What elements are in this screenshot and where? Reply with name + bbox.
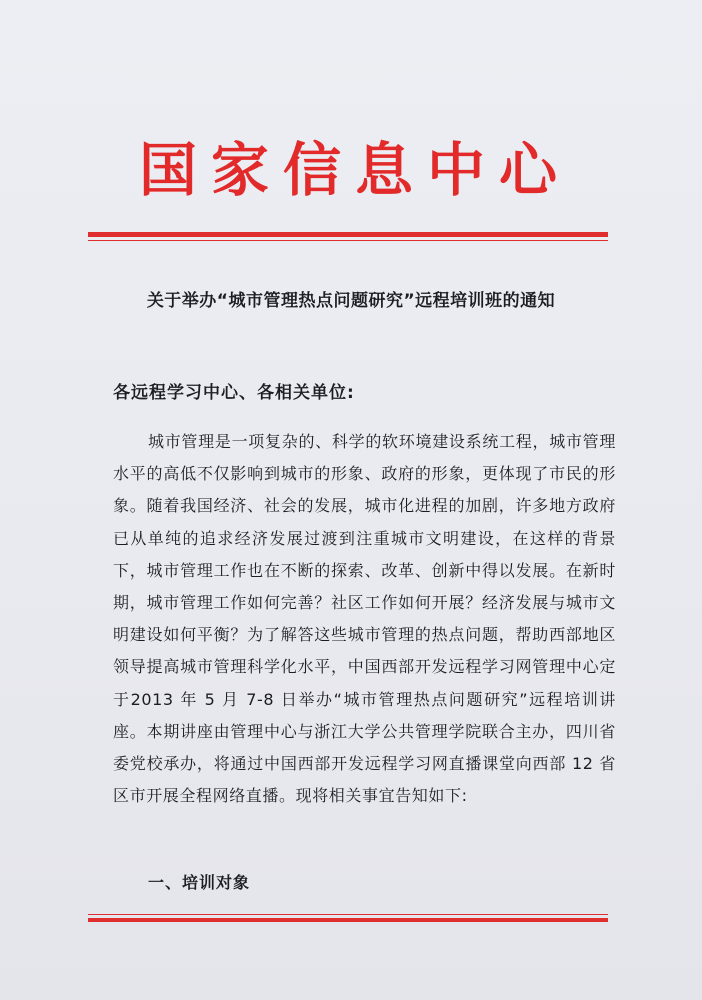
letterhead-org-name: 国家信息中心 <box>138 136 571 204</box>
notice-addressee: 各远程学习中心、各相关单位: <box>113 383 355 403</box>
notice-title: 关于举办“城市管理热点问题研究”远程培训班的通知 <box>146 291 556 311</box>
footer-red-rule-thick <box>88 918 608 922</box>
footer-red-rule-thin <box>88 914 608 915</box>
notice-body-paragraph: 城市管理是一项复杂的、科学的软环境建设系统工程，城市管理水平的高低不仅影响到城市的形象、政府的形象，更体现了市民的形象。随着我国经济、社会的发展，城市化进程的加剧，许多地方政府已从单纯的追求经济发展过渡到注重城市文明建设，在这样的背景下，城市管理工作也在不断的探索、改革、创新中得以发展。在新时期，城市管理工作如何完善？社区工作如何开展？经济发展与城市文明建设如何平衡？为了解答这些城市管理的热点问题，帮助西部地区领导提高城市管理科学化水平，中国西部开发远程学习网管理中心定于2013 年 5 月 7-8 日举办“城市管理热点问题研究”远程培训讲座。本期讲座由管理中心与浙江大学公共管理学院联合主办，四川省委党校承办，将通过中国西部开发远程学习网直播课堂向西部 12 省区市开展全程网络直播。现将相关事宜告知如下: <box>113 432 616 806</box>
section-heading-training-targets: 一、培训对象 <box>148 873 251 892</box>
letterhead-red-rule-thin <box>88 240 608 241</box>
letterhead-red-rule-thick <box>88 232 608 237</box>
